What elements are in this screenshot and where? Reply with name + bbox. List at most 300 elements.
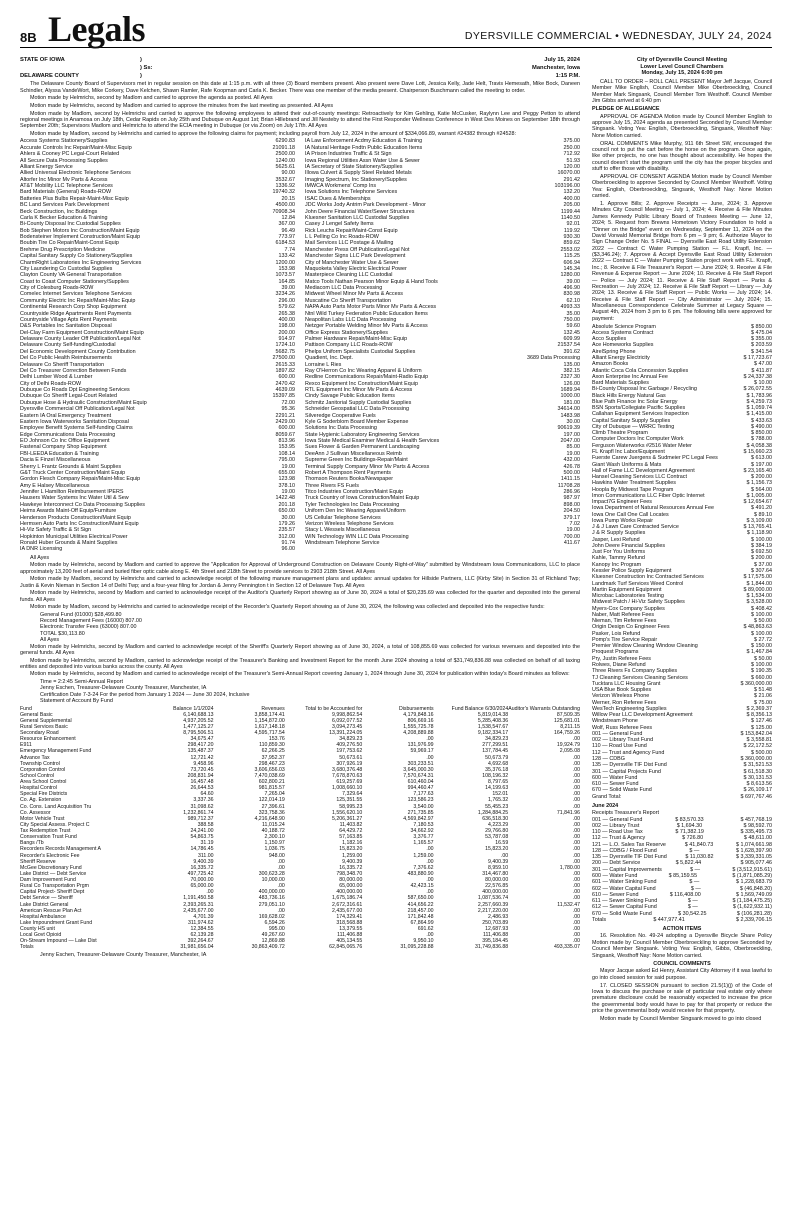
- claim-row: Henderson Products Construction/Maint Equip 30.00: [20, 514, 295, 521]
- receipts-subtitle: Receipts Treasurer's Report: [592, 810, 659, 817]
- table-cell: 1,765.32: [488, 797, 509, 804]
- claim-row: Stacy L Wessels Miscellaneous 19.00: [305, 527, 580, 534]
- claim-row: City of Manchester Water Use & Sewer 606.94: [305, 259, 580, 266]
- bill-row: J & J Lawn Care Contracted Service $ 13,765.41: [592, 524, 772, 531]
- recorder-funds: General Fund (01000) $28,499.80 Record Management Fees (16000) 807.00 Electronic Transfer Fees (63000) 807.00 TOTAL $30,113.80 All Ayes: [40, 611, 142, 644]
- table-cell: 4,179,848.16: [403, 711, 434, 718]
- bill-row: Naber, Matt Referee Fees $ 100.00: [592, 611, 772, 618]
- claim-row: Access Systems Stationery/Supplies 6290.83: [20, 138, 295, 145]
- table-cell: 4,701.39: [193, 913, 214, 920]
- fund-statement-table: [20, 706, 580, 951]
- claim-row: Del Co Public Health Reimbursements 27500.00: [20, 355, 295, 362]
- motion-meetings: Motion made by Madlom, second by Helmrichs and carried to approve the following employees to attend their out-of-county meetings: Retroactively for Kim Gehling, Katie McCusker, Raylynn Lee and Peggy Petton to attend regional meetings in Anamosa on July 18th, Cedar Rapids on July 25th and Dubuque on August 1st; Brian Hillebrand and Jill Nesteby to attend the First Responder Wellness Conference in West Des Moines on September 18th through September 20th; Supervisors Madlom and Helmrichs to attend the ECIA meeting in Dubuque (or via Zoom) on July 17th. All Ayes: [20, 110, 580, 130]
- claim-row: City Laundering Co Custodial Supplies 153.98: [20, 265, 295, 272]
- table-cell: 16,335.72: [339, 864, 363, 871]
- table-cell: 174,329.41: [336, 913, 363, 920]
- claim-row: Beck Construction, Inc Buildings 70908.34: [20, 208, 295, 215]
- table-cell: .00: [572, 883, 580, 890]
- receipt-row: 602 — Water Capital Fund $ — $ (46,848.20): [592, 885, 772, 892]
- claim-row: FBI-LEEDA Education & Training 108.14: [20, 450, 295, 457]
- table-cell: 24,241.00: [190, 828, 214, 835]
- table-cell: 1,259.00: [342, 852, 363, 859]
- table-cell: 948.00: [268, 852, 285, 859]
- claim-row: Ray O'Herron Co Inc Wearing Apparel & Uniform 382.15: [305, 367, 580, 374]
- receipt-row: Totals $ 447,977.41 $ 2,339,706.15: [592, 916, 772, 923]
- bill-row: Willow Pear LLC Development Agreement $ 8,356.13: [592, 712, 772, 719]
- table-cell: 323,758.36: [258, 809, 285, 816]
- claim-row: Cindy Savage Public Education Items 1000.00: [305, 393, 580, 400]
- claim-row: Mediacom LLC Data Processing 496.90: [305, 285, 580, 292]
- table-cell: 111,406.88: [337, 932, 363, 939]
- council-location: Lower Level Council Chambers: [640, 63, 724, 70]
- table-cell: Recorders Records Management A: [20, 846, 102, 853]
- table-cell: 110,859.30: [259, 742, 285, 749]
- table-cell: Corporation Control: [20, 766, 66, 773]
- call-to-order: CALL TO ORDER – ROLL CALL PRESENT Mayor Jeff Jacque, Council Member Mike English, Council Member Mike Oberbroeckling, Council Member Mark Singsank, Council Member Tom Westhoff. Council Member Jim Gibbs arrived at 6:40 pm: [592, 78, 772, 104]
- bill-row: Ace Homeworks Supplies $ 203.59: [592, 342, 772, 349]
- table-cell: 67,864.99: [410, 919, 434, 926]
- table-cell: 16,457.48: [190, 779, 214, 786]
- table-cell: 16,335.72: [190, 864, 214, 871]
- table-cell: 15,823.20: [485, 846, 509, 853]
- table-cell: Capital Project- Sheriff Dept: [20, 889, 85, 896]
- claim-row: Neapolitan Labs LLC Data Processing 750.00: [305, 316, 580, 323]
- table-cell: 587,650.00: [407, 895, 434, 902]
- table-cell: 87,509.35: [556, 711, 580, 718]
- claim-row: Phelps Uniform Specialists Custodial Supplies 391.62: [305, 348, 580, 355]
- claims-list: [20, 138, 580, 552]
- table-cell: 311,974.62: [187, 919, 214, 926]
- council-minutes: [592, 57, 772, 1187]
- table-cell: .00: [572, 913, 580, 920]
- claim-row: Clayton County VA General Transportation 1073.57: [20, 272, 295, 279]
- table-cell: 1,154,872.00: [254, 717, 285, 724]
- bill-row: Proquest Programs $ 1,467.84: [592, 649, 772, 656]
- table-cell: 6,092,077.52: [332, 717, 363, 724]
- claim-row: Comelec Internet Services Telephone Services 3234.26: [20, 291, 295, 298]
- table-cell: 59,969.17: [410, 748, 434, 755]
- receipt-row: 121 — L.O. Sales Tax Reserve $ 41,840.73 $ 1,074,661.98: [592, 841, 772, 848]
- council-title: City of Dyersville Council Meeting: [636, 57, 728, 63]
- table-cell: Local Govt Opioid: [20, 932, 62, 939]
- pledge: PLEDGE OF ALLEGIANCE: [592, 106, 660, 113]
- motion-windstream: Motion made by Helmrichs, second by Madlom and carried to approve the "Application for Approval of Underground Construction on Delaware County Right-of-Way" submitted by Windstream Iowa Communications, LLC to place approximately 13,200 feet of aerial and buried fiber optic cable along E. 4th Street and 218th Street to provide services to 2903 218th Street. All Ayes: [20, 562, 580, 575]
- fund-column-header: Revenues: [261, 705, 285, 712]
- bill-row: Windstream Phone $ 127.46: [592, 718, 772, 725]
- table-cell: 400,000.00: [336, 889, 363, 896]
- table-cell: 1,675,186.74: [332, 895, 363, 902]
- table-cell: .00: [572, 772, 580, 779]
- table-cell: 135,487.37: [187, 748, 214, 755]
- table-cell: 483,736.16: [258, 895, 285, 902]
- table-cell: 8,797.65: [488, 779, 509, 786]
- ss-line: ) Ss: Manchester, Iowa: [140, 64, 580, 71]
- receipt-row: 110 — Road Use Tax $ 71,382.19 $ 335,495.73: [592, 829, 772, 836]
- table-cell: 50,673.79: [485, 754, 509, 761]
- table-cell: 9,950.10: [413, 938, 434, 945]
- bill-row: Amazon Books $ 47.00: [592, 361, 772, 368]
- bill-row: BSN Sports/Collegiate Pacific Supplies $ 1,059.74: [592, 405, 772, 412]
- table-cell: .00: [277, 858, 285, 865]
- table-cell: 31,981,656.04: [180, 944, 214, 951]
- table-cell: 123,586.23: [407, 797, 434, 804]
- bill-row: Premier Window Cleaning Window Cleaning $ 150.00: [592, 643, 772, 650]
- claim-row: IA Natural Heritage Fndtn Public Education Items 250.00: [305, 144, 580, 151]
- table-cell: .00: [426, 754, 434, 761]
- claim-row: Bard Materials (General) Roads-ROW 19740.32: [20, 189, 295, 196]
- table-cell: 4,569,842.97: [403, 815, 434, 822]
- table-cell: 691.62: [417, 926, 434, 933]
- table-cell: School Control: [20, 772, 55, 779]
- receipt-row: 200 — Debt Service $ 5,822.44 $ 905,077.46: [592, 860, 772, 867]
- table-cell: 1,232,861.74: [183, 809, 214, 816]
- bill-row: Axon Enterprise Inc Annual Fee $ 24,337.38: [592, 373, 772, 380]
- claim-row: Tyler Technologies Inc Data Processing 898.00: [305, 501, 580, 508]
- motion-manure: Motion made by Madlom, second by Helmrichs and carried to acknowledge receipt of the following manure management plans and updates: annual updates for Hillside Partners, LLC (Kirby Site) in Section 31 of Richland Twp; Justin & Kevin Nieman in Section 14 of Delhi Twp; and a four-year filing for Jordan & Jenny Pennington t in Section 12 of Delaware Twp. All Ayes: [20, 576, 580, 589]
- bill-row: AirelSpring Phone $ 341.54: [592, 348, 772, 355]
- table-cell: 58,995.23: [339, 803, 363, 810]
- bill-row: Werner, Ron Referee Fees $ 75.00: [592, 699, 772, 706]
- table-cell: 409,276.50: [336, 742, 363, 749]
- table-cell: 64,429.72: [339, 828, 363, 835]
- table-cell: 7,570,674.31: [403, 772, 434, 779]
- claim-row: IMWCA Workmens' Comp Ins 103196.00: [305, 183, 580, 190]
- claim-row: Hermsen Auto Parts Inc Construction/Maint Equip 179.26: [20, 520, 295, 527]
- claim-row: IA Prison Industries Traffic & St Sign 712.92: [305, 151, 580, 158]
- bill-row: 112 — Trust and Agency Fund $ 500.00: [592, 749, 772, 756]
- receipt-row: 670 — Solid Waste Fund $ 30,542.25 $ (106,281.28): [592, 910, 772, 917]
- consent-items: 1. Approve Bills; 2. Approve Receipts — June, 2024; 3. Approve Minutes City Council Meeting — July 1, 2024; 4. Receive & File Minutes James Kennedy Public Library Board of Trustees Meeting — June 12, 2024; 5. Request from Brewns Hometown Victory Foundation to hold a "Dinner on the Bridge" event on Wednesday, September 11, 2024 on the David Vorwald Memorial Bridge from 6 pm – 9 pm; 6. Authorize Mayor to Sign Change Order No. 5 FINAL — Dyersville East Road Utility Extension 2022 — Contract C Water Pumping Station — F.L. Krapfl, Inc. — ($3,346.24); 7. Approve & Accept Dyersville East Road Utility Extension 2022 — Contract C — Water Pumping Station project work with F.L. Krapfl, Inc.; 8. Receive & File Treasurer's Report — June 2024; 9. Receive & File Revenue & Expense Report — June 2024; 10. Receive & File Staff Report — Police — July 2024; 11. Receive & File Staff Report — Parks & Recreation — July 2024; 12. Receive & File Staff Report — Library — July 2024; 13. Receive & File Staff Report — Public Works — July 2024; 14. Receive & File Staff Report — City Administrator — July 2024; 15. Miscellaneous Correspondence Celebrate Summer at Legacy Square — August 4th, 2024 from 3 pm to 6 pm. The following bills were approved for payment:: [592, 201, 772, 322]
- claim-row: Del Co Treasurer Correction Between Funds 1897.82: [20, 367, 295, 374]
- table-cell: 7,678,870.63: [332, 772, 363, 779]
- table-cell: 15,823.20: [339, 846, 363, 853]
- table-cell: 636,518.30: [482, 815, 509, 822]
- claim-row: Bi-County Disposal Inc Custodial Supplies 367.00: [20, 221, 295, 228]
- bill-row: Pomp's Tire Service Repair $ 27.72: [592, 636, 772, 643]
- table-cell: Dam Improvement Fund: [20, 877, 76, 884]
- claim-row: Mail Services LLC Postage & Mailing 859.62: [305, 240, 580, 247]
- table-cell: General Supplemental: [20, 717, 72, 724]
- table-cell: .00: [572, 821, 580, 828]
- table-cell: .00: [572, 803, 580, 810]
- table-cell: 1,150.97: [264, 840, 285, 847]
- claim-row: L L Pelling Co Inc Roads-ROW 930.30: [305, 234, 580, 241]
- closed-session: 17. CLOSED SESSION pursuant to section 21.5(1)(j) of the Code of Iowa to discuss the purchase or sale of particular real estate only where premature disclosure could be reasonably expected to increase the price the governmental body would have to pay for that property or reduce the price the governmental body would receive for that property.: [592, 982, 772, 1015]
- bill-row: 670 — Solid Waste Fund $ 26,109.17: [592, 787, 772, 794]
- claim-row: Quadient, Inc. Dept. 3689 Data Processing: [305, 355, 580, 362]
- semi-annual-header: Time = 2:2:45 Semi-Annual Report Jenny Eschen, Treasurer-Delaware County Treasurer, Manchester, IA Certification Date 7-3-24 For the period from January 1 2024 — June 30 2024, Inclusive Statement of Account By Fund: [40, 679, 250, 705]
- claim-row: Altorfer Inc Minor Mv Parts & Access 3532.67: [20, 176, 295, 183]
- bill-row: WesTech Engineering Supplies $ 2,369.37: [592, 705, 772, 712]
- bill-row: Bard Materials Supplies $ 10.00: [592, 380, 772, 387]
- section-title: Legals: [48, 9, 146, 49]
- table-cell: 3,094,273.45: [332, 723, 363, 730]
- fund-column-header: Fund: [20, 705, 32, 712]
- table-cell: 65,000.00: [190, 883, 214, 890]
- table-cell: 62,845,065.76: [329, 944, 363, 951]
- bill-row: Three Rivers Fs Company Supplies $ 190.35: [592, 668, 772, 675]
- table-cell: 13,391,224.05: [329, 730, 363, 737]
- claim-row: Thomson Reuters Books/Newspaper 1411.15: [305, 476, 580, 483]
- table-cell: 5,819,014.38: [477, 711, 509, 718]
- bill-row: Grand Total: $ 697,767.46: [592, 793, 772, 800]
- claim-row: Jennifer L Hamilton Reimbursement IPERS 19.00: [20, 489, 295, 496]
- claim-row: NAPA Auto Parts Motor Parts Minor Mv Parts & Access 4993.33: [305, 304, 580, 311]
- council-date: Monday, July 15, 2024 6:00 pm: [641, 70, 723, 77]
- bill-row: Microbac Laboratories Testing $ 1,534.00: [592, 593, 772, 600]
- table-cell: Emergency Management Fund: [20, 748, 92, 755]
- fund-table-body: [20, 712, 580, 951]
- claims-column-right: [305, 138, 580, 552]
- claim-row: Employee Benefit Systems Self-funding Claims 600.00: [20, 425, 295, 432]
- claim-row: Uniform Den Inc Wearing Apparel/Uniform 204.50: [305, 508, 580, 515]
- table-cell: 6,594.26: [264, 919, 285, 926]
- table-cell: .00: [572, 926, 580, 933]
- table-cell: 42,423.15: [410, 883, 434, 890]
- claim-row: Matco Tools Nathan Pearson Minor Equip & Hand Tools 39.00: [305, 278, 580, 285]
- claim-row: Silveredge Cooperative Fuels 1483.98: [305, 412, 580, 419]
- bill-row: Kluesner Construction Inc Contracted Services $ 17,575.00: [592, 574, 772, 581]
- table-cell: 1,259.00: [413, 852, 434, 859]
- receipt-row: 610 — Sewer Fund $ 116,408.00 $ 1,569,749.09: [592, 891, 772, 898]
- bill-row: Imon Communications LLC Fiber Optic Internet $ 1,005.00: [592, 492, 772, 499]
- claim-row: Brehme Drug Prescription Medicine 7.74: [20, 246, 295, 253]
- table-cell: 2,217,220.00: [477, 907, 509, 914]
- table-cell: Sheriff Reserve: [20, 858, 56, 865]
- table-cell: 392,264.67: [187, 938, 214, 945]
- claim-row: Three Rivers FS Fuels 11708.28: [305, 482, 580, 489]
- table-cell: .00: [572, 870, 580, 877]
- claim-row: Sues Flower & Garden Permanent Landscaping 85.00: [305, 444, 580, 451]
- bill-row: Origin Design Co Engineer Fees $ 48,863.63: [592, 624, 772, 631]
- table-cell: 2,486.93: [488, 913, 509, 920]
- table-cell: Advance Tax: [20, 754, 50, 761]
- claim-row: City of Delhi Roads-ROW 2470.42: [20, 380, 295, 387]
- table-cell: .00: [572, 877, 580, 884]
- table-cell: 1,555,725.78: [403, 723, 434, 730]
- table-cell: 131,976.99: [407, 742, 434, 749]
- table-cell: Hospital Control: [20, 785, 57, 792]
- claim-row: US Cellular Telephone Services 379.17: [305, 514, 580, 521]
- table-cell: 73,720.45: [190, 766, 214, 773]
- claim-row: Dubuque Co Roads Dpt Engineering Services 4639.09: [20, 387, 295, 394]
- table-cell: 49,267.60: [261, 932, 285, 939]
- bill-row: Absolute Science Program $ 850.00: [592, 323, 772, 330]
- bill-row: J & R Supply Supplies $ 1,118.90: [592, 530, 772, 537]
- consent-agenda: APPROVAL OF CONSENT AGENDA Motion made by Council Member Oberbroeckling to approve Seconded by Council Member Westhoff. Voting Yea: English, Oberbroeckling, Singsank, Westhoff Nay: None Motion carried.: [592, 174, 772, 200]
- table-cell: 125,351.55: [336, 797, 363, 804]
- claim-row: Manchester Press Off Publication/Legal Not 2553.02: [305, 246, 580, 253]
- fund-column-header: Disbursements: [398, 705, 434, 712]
- bill-row: Jasper, Lexi Refund $ 100.00: [592, 536, 772, 543]
- bill-row: Iowa Pump Works Repair $ 3,109.00: [592, 517, 772, 524]
- table-cell: 34,675.47: [190, 736, 214, 743]
- table-cell: Conservation Trust Fund: [20, 834, 77, 841]
- claim-row: Dacia E Finzel Miscellaneous 795.00: [20, 457, 295, 464]
- claim-row: Ronald Huber Grounds & Maint Supplies 91.74: [20, 540, 295, 547]
- claim-row: Countryside Ridge Apartments Rent Payments 265.38: [20, 310, 295, 317]
- state-line: STATE OF IOWA ) July 15, 2024: [20, 57, 580, 63]
- table-cell: 307,926.19: [336, 760, 363, 767]
- table-cell: 62,139.28: [190, 932, 214, 939]
- receipt-row: 135 — Dyersville TIF Dist Fund $ 11,030.82 $ 3,339,331.05: [592, 854, 772, 861]
- table-cell: 13,379.55: [339, 926, 363, 933]
- table-cell: 111,406.88: [483, 932, 509, 939]
- table-cell: 80,000.00: [485, 877, 509, 884]
- table-cell: Motor Vehicle Trust: [20, 815, 65, 822]
- claim-row: Heims Awards Maint-Off Equip/Furniture 650.00: [20, 508, 295, 515]
- table-cell: .00: [500, 852, 509, 859]
- claim-row: DeeAnn J Sullivan Miscellaneous Reimb 19.00: [305, 450, 580, 457]
- claim-row: BC Land Services Park Development 4500.00: [20, 202, 295, 209]
- claim-row: Edge Communications Data Processing 8059.67: [20, 431, 295, 438]
- motion-agenda: Motion made by Helmrichs, second by Madlom and carried to approve the agenda as posted. All Ayes: [30, 95, 273, 102]
- table-cell: .00: [572, 919, 580, 926]
- table-cell: 108,196.32: [482, 772, 509, 779]
- table-cell: 1,191,450.58: [183, 895, 214, 902]
- oral-comments: ORAL COMMENTS Mike Murphy, 911 6th Street SW, encouraged the council not to put the cart before the horse on the program. Once again, like other projects, no one has thought about accessibility. He hopes the council doesn't start the program until the city has the proper bicycles and stuff to offer those with disability.: [592, 140, 772, 173]
- table-cell: 3,606,656.03: [254, 766, 285, 773]
- bill-row: 135 — Dyersville TIF Dist Fund $ 31,521.53: [592, 762, 772, 769]
- fund-column-header: Fund Balance 6/30/2024: [451, 705, 509, 712]
- table-cell: 806,669.16: [407, 717, 434, 724]
- table-cell: .00: [426, 889, 434, 896]
- closed-session-motion: Motion made by Council Member Singsank moved to go into closed: [600, 1015, 762, 1022]
- action-16: 16. Resolution No. 49-24 adopting a Dyersville Bicycle Share Policy Motion made by Council Member Oberbroeckling to approve Seconded by Council Member Singsank. Voting Yea: English, Gibbs, Oberbroeckling, Singsank, Westhoff Nay: None Motion carried.: [592, 933, 772, 959]
- claim-row: Delaware Co Sheriff Transportation 2615.33: [20, 361, 295, 368]
- table-cell: 2,393,265.31: [183, 901, 214, 908]
- table-cell: 70,000.00: [190, 877, 214, 884]
- table-cell: 798,348.70: [336, 870, 363, 877]
- table-cell: .00: [572, 828, 580, 835]
- table-cell: 122,014.19: [258, 797, 285, 804]
- table-cell: 22,576.85: [485, 883, 509, 890]
- table-cell: 9,998,862.54: [332, 711, 363, 718]
- bill-row: 128 — CDBG $ 360,000.00: [592, 755, 772, 762]
- table-cell: 4,595,717.54: [254, 730, 285, 737]
- claim-row: Delaware County Self-funding/Custodial 1724.10: [20, 342, 295, 349]
- table-cell: 12,869.88: [261, 938, 285, 945]
- table-cell: 2,435,677.00: [332, 907, 363, 914]
- table-cell: 3,680,376.48: [332, 766, 363, 773]
- table-cell: 3,337.36: [193, 797, 214, 804]
- bill-row: Computer Doctors Inc Computer Work $ 788.00: [592, 436, 772, 443]
- table-cell: 1,165.57: [413, 840, 434, 847]
- table-cell: 8,959.10: [488, 864, 509, 871]
- table-cell: 12,687.93: [485, 926, 509, 933]
- bill-row: FL Krapfl Inc Labor/Equipment $ 15,660.23: [592, 448, 772, 455]
- claim-row: Midwest Wheel Minor Mv Parts & Access 830.98: [305, 291, 580, 298]
- bill-row: 600 — Water Fund $ 30,131.53: [592, 774, 772, 781]
- table-cell: Lake District General: [20, 901, 69, 908]
- bill-row: Nieman, Tim Referee Fees $ 50.00: [592, 618, 772, 625]
- table-cell: 314,467.80: [482, 870, 509, 877]
- table-cell: .00: [572, 846, 580, 853]
- claim-row: Maquoketa Valley Electric Electrical Power 145.34: [305, 265, 580, 272]
- bill-row: Myers-Cox Company Supplies $ 408.42: [592, 605, 772, 612]
- claim-row: Hawkeye Interconnect Co Data Processing Supplies 201.18: [20, 501, 295, 508]
- table-cell: 1,617,148.18: [254, 723, 285, 730]
- claim-row: Hi-Viz Safety Traffic & St Sign 235.57: [20, 527, 295, 534]
- county-line: DELAWARE COUNTY ) 1:15 P.M.: [20, 72, 580, 79]
- table-cell: 7,265.04: [264, 791, 285, 798]
- claim-row: AT&T Mobility LLC Telephone Services 1336.92: [20, 183, 295, 190]
- table-cell: 3,858,174.41: [254, 711, 285, 718]
- table-cell: 4,208,889.88: [403, 730, 434, 737]
- table-cell: 9,400.39: [488, 858, 509, 865]
- claim-row: Alliant Energy Service 5625.61: [20, 163, 295, 170]
- table-cell: Lake Impoundment Grant Fund: [20, 919, 93, 926]
- table-cell: .00: [572, 779, 580, 786]
- bill-row: Hoopla By Midwest Tape Program $ 564.00: [592, 486, 772, 493]
- claim-row: Verizon Wireless Telephone Services 7.02: [305, 520, 580, 527]
- claim-row: Coast to Coast Computer Stationery/Supplies 164.85: [20, 278, 295, 285]
- table-cell: 1,284,884.25: [477, 809, 509, 816]
- bill-row: Kessler Police Supply Equipment $ 307.64: [592, 568, 772, 575]
- table-cell: 37,952.37: [261, 754, 285, 761]
- claim-row: Netzger Portable Welding Minor Mv Parts & Access 59.60: [305, 323, 580, 330]
- table-cell: City Special Assess. Project C: [20, 821, 90, 828]
- receipt-row: 112 — Trust & Agency $ 726.80 $ 48,611.00: [592, 835, 772, 842]
- table-cell: 7,329.64: [342, 791, 363, 798]
- table-cell: 303,233.51: [407, 760, 434, 767]
- claim-row: Lorraine L Ries 135.00: [305, 361, 580, 368]
- claim-row: Iowa Solutions Inc Telephone Services 132.20: [305, 189, 580, 196]
- claim-row: Iowa Regional Utilities Assn Water Use & Sewer 51.93: [305, 157, 580, 164]
- table-cell: 169,628.02: [258, 913, 285, 920]
- table-cell: 9,400.39: [193, 858, 214, 865]
- masthead: [20, 8, 772, 48]
- bill-row: 301 — Capital Projects Fund $ 61,518.30: [592, 768, 772, 775]
- table-cell: 34,829.23: [339, 736, 363, 743]
- table-cell: Resource Enhancement: [20, 736, 76, 743]
- table-cell: 5,206,361.27: [332, 815, 363, 822]
- receipts-list: [592, 817, 772, 924]
- table-cell: 9,182,334.17: [477, 730, 509, 737]
- motion-sheriff-report: Motion made by Helmrichs, second by Madlom and carried to acknowledge receipt of the Sheriff's Quarterly Report showing as of June 30, 2024, a total of 108,855.69 was collected for various revenues and deposited into the general funds. All Ayes: [20, 643, 580, 656]
- table-cell: American Rescue Plan Act: [20, 907, 82, 914]
- table-cell: Co. Cons. Land Acquisition Tru: [20, 803, 92, 810]
- receipt-row: 301 — Capital Improvements $ — $ (3,512,915.61): [592, 866, 772, 873]
- table-cell: .00: [426, 736, 434, 743]
- table-cell: 298,467.23: [258, 760, 285, 767]
- claim-row: Schmitz Janitorial Supply Custodial Supplies 181.00: [305, 399, 580, 406]
- table-cell: 1,477,125.27: [183, 723, 214, 730]
- claim-row: City of Colesburg Roads-ROW 39.00: [20, 285, 295, 292]
- table-cell: .00: [277, 907, 285, 914]
- bill-row: Capital Sanitary Supply Supplies $ 433.63: [592, 417, 772, 424]
- table-cell: .00: [572, 852, 580, 859]
- claim-row: Rick Leuchs Repair/Maint-Const Equip 119.92: [305, 227, 580, 234]
- table-cell: .00: [572, 834, 580, 841]
- claim-row: IA Secretary of State Stationery/Supplies 120.00: [305, 163, 580, 170]
- claim-row: Rexco Equipment Inc Construction/Maint Equip 126.00: [305, 380, 580, 387]
- claim-row: Continental Research Corp Shop Equipment 579.62: [20, 304, 295, 311]
- claim-row: Dubuque Co Sheriff Legal-Court Related 15397.85: [20, 393, 295, 400]
- table-cell: 311.00: [198, 852, 214, 859]
- table-cell: .00: [572, 785, 580, 792]
- table-cell: 34,829.23: [485, 736, 509, 743]
- table-cell: Hospital Ambulance: [20, 913, 66, 920]
- table-cell: General Basic: [20, 711, 53, 718]
- table-cell: 35,376.18: [485, 766, 509, 773]
- table-cell: .00: [572, 797, 580, 804]
- claim-row: Hopkinton Municipal Utilities Electrical Power 312.00: [20, 533, 295, 540]
- table-cell: Totals: [20, 944, 34, 951]
- table-cell: 164,759.26: [554, 730, 580, 737]
- table-cell: 1,182.16: [342, 840, 363, 847]
- claim-row: Kluesner Sanitation LLC Custodial Supplies 1140.50: [305, 214, 580, 221]
